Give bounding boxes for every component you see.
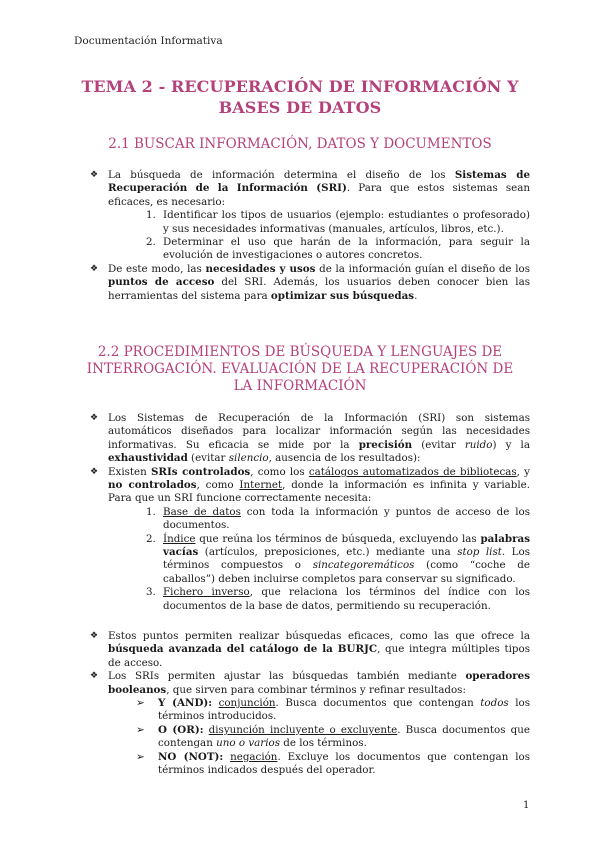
list-item: ❖ De este modo, las necesidades y usos de la información guían el diseño de los puntos de acceso del SRI. Además, los usuarios deben conocer bien las herramientas del sistema para optimizar sus búsquedas. [90, 262, 531, 302]
list-item: ❖ Existen SRIs controlados, como los catálogos automatizados de bibliotecas, y no controlados, como Internet, donde la información es infinita y variable. Para que un SRI funcione correctamente necesita: 1. Base de datos con toda la información y puntos de acceso de los documentos. 2. Índice que reúna los términos de búsqueda, excluyendo las palabras vacías (artículos, preposiciones, etc.) mediante una stop list. Los términos compuestos o sincategoremáticos (como “coche de caballos”) deben incluirse completos para conservar su significado. 3. Fichero inverso, que relaciona los términos del índice con los documentos de la base de datos, permitiendo su recuperación. [90, 465, 530, 612]
diamond-bullet-icon: ❖ [90, 671, 99, 682]
diamond-bullet-icon: ❖ [90, 413, 99, 423]
list-item: 2. Índice que reúna los términos de búsqueda, excluyendo las palabras vacías (artículos, preposiciones, etc.) mediante una stop list. Los términos compuestos o sincategoremáticos (como “coche de caballos”) deben incluirse completos para conservar su significado. [146, 532, 530, 585]
list-item: ❖ Estos puntos permiten realizar búsquedas eficaces, como las que ofrece la búsqueda avanzada del catálogo de la BURJC, que integra múltiples tipos de acceso. [90, 630, 531, 669]
list-item: ➢ NO (NOT): negación. Excluye los documentos que contengan los términos indicados después del operador. [136, 750, 530, 777]
title-line-1: TEMA 2 - RECUPERACIÓN DE INFORMACIÓN Y [81, 77, 519, 96]
list-item: ❖ La búsqueda de información determina el diseño de los Sistemas de Recuperación de la Información (SRI). Para que estos sistemas sean eficaces, es necesario: 1. Identificar los tipos de usuarios (ejemplo: estudiantes o profesorado) y sus necesidades informativas (manuales, artículos, libros, etc.). 2. Determinar el uso que harán de la información, para seguir la evolución de investigaciones o autores concretos. [90, 169, 531, 262]
diamond-bullet-icon: ❖ [90, 631, 99, 641]
section-2-2-body-b [90, 630, 530, 777]
section-heading-2-1: 2.1 BUSCAR INFORMACIÓN, DATOS Y DOCUMENTOS [108, 136, 492, 152]
list-item: 1. Base de datos con toda la información y puntos de acceso de los documentos. [146, 505, 530, 532]
diamond-bullet-icon: ❖ [90, 170, 99, 180]
list-item: 2. Determinar el uso que harán de la información, para seguir la evolución de investigaciones o autores concretos. [146, 236, 530, 262]
section-heading-2-2: 2.2 PROCEDIMIENTOS DE BÚSQUEDA Y LENGUAJES DE INTERROGACIÓN. EVALUACIÓN DE LA RECUPERACIÓN DE LA INFORMACIÓN [86, 344, 514, 394]
arrow-bullet-icon: ➢ [136, 723, 145, 736]
list-item: 1. Identificar los tipos de usuarios (ejemplo: estudiantes o profesorado) y sus necesidades informativas (manuales, artículos, libros, etc.). [146, 209, 530, 235]
title-line-2: BASES DE DATOS [218, 98, 382, 117]
list-item: ❖ Los Sistemas de Recuperación de la Información (SRI) son sistemas automáticos diseñados para localizar información según las necesidades informativas. Su eficacia se mide por la precisión (evitar ruido) y la exhaustividad (evitar silencio, ausencia de los resultados): [90, 412, 530, 465]
list-item: 3. Fichero inverso, que relaciona los términos del índice con los documentos de la base de datos, permitiendo su recuperación. [146, 586, 530, 612]
list-item: ➢ Y (AND): conjunción. Busca documentos que contengan todos los términos introducidos. [136, 697, 530, 723]
arrow-bullet-icon: ➢ [136, 750, 145, 763]
diamond-bullet-icon: ❖ [90, 263, 99, 274]
list-item: ❖ Los SRIs permiten ajustar las búsquedas también mediante operadores booleanos, que sirven para combinar términos y refinar resultados: ➢ Y (AND): conjunción. Busca documentos que contengan todos los términos introducidos. ➢ O (OR): disyunción incluyente o excluyente. Busca documentos que contengan uno o varios de los términos. ➢ NO (NOT): negación. Excluye los documentos que contengan los términos indicados después del operador. [90, 670, 530, 777]
arrow-bullet-icon: ➢ [136, 697, 145, 710]
running-header: Documentación Informativa [74, 35, 223, 47]
diamond-bullet-icon: ❖ [90, 466, 99, 477]
list-item: ➢ O (OR): disyunción incluyente o excluyente. Busca documentos que contengan uno o varios de los términos. [136, 723, 530, 750]
section-2-1-body [90, 169, 530, 303]
page-title [60, 76, 540, 118]
page-number: 1 [523, 800, 530, 811]
section-2-2-body-a [90, 412, 530, 613]
